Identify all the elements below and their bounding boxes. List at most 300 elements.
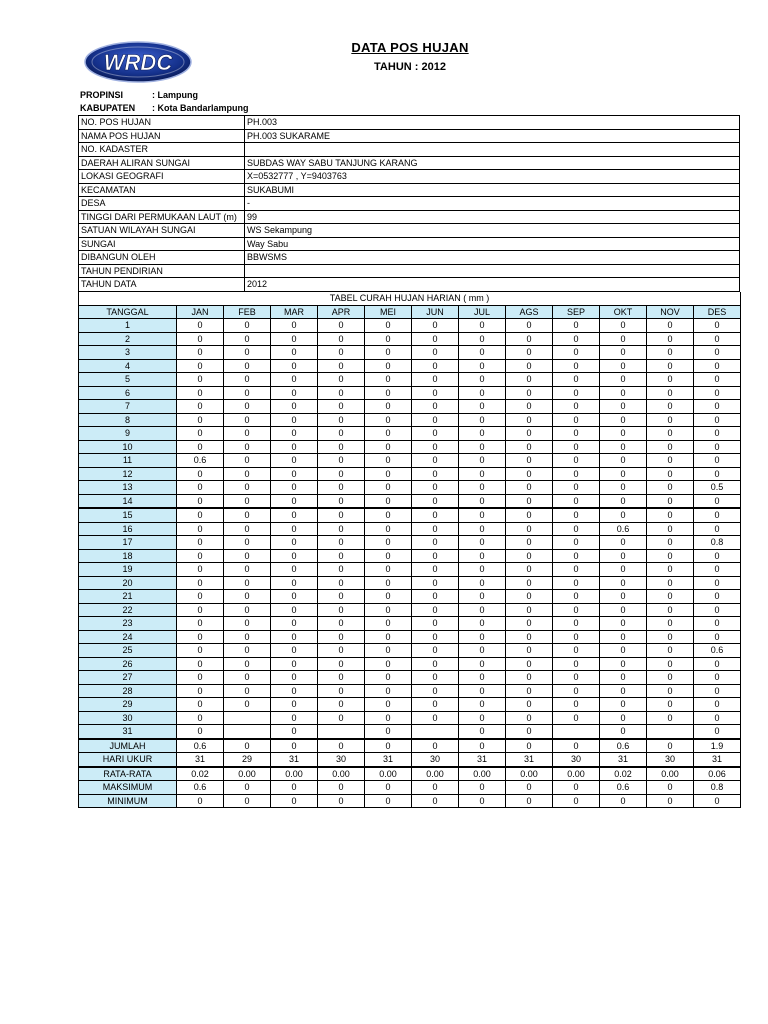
value-cell: 0	[647, 373, 694, 387]
column-header: TANGGAL	[79, 305, 177, 319]
value-cell: 0	[224, 781, 271, 795]
info-value: BBWSMS	[245, 251, 740, 265]
value-cell: 0	[412, 617, 459, 631]
value-cell: 0	[506, 576, 553, 590]
value-cell: 0	[647, 508, 694, 522]
info-label: SUNGAI	[79, 237, 245, 251]
value-cell: 0	[224, 739, 271, 753]
value-cell: 0	[318, 413, 365, 427]
value-cell: 0	[694, 630, 741, 644]
value-cell: 0	[647, 440, 694, 454]
value-cell: 0	[694, 603, 741, 617]
value-cell: 0.00	[647, 767, 694, 781]
value-cell: 0	[271, 671, 318, 685]
row-label-cell: 24	[79, 630, 177, 644]
value-cell: 0	[459, 671, 506, 685]
value-cell: 0.5	[694, 481, 741, 495]
value-cell: 0	[694, 413, 741, 427]
value-cell: 0.6	[600, 522, 647, 536]
value-cell: 0.8	[694, 536, 741, 550]
value-cell: 0	[694, 440, 741, 454]
row-label-cell: 7	[79, 400, 177, 414]
value-cell: 0	[600, 671, 647, 685]
value-cell: 0	[694, 427, 741, 441]
row-label-cell: 2	[79, 332, 177, 346]
value-cell: 0	[318, 400, 365, 414]
value-cell: 0	[459, 684, 506, 698]
day-row	[79, 617, 741, 631]
value-cell: 0	[365, 671, 412, 685]
value-cell: 0	[365, 454, 412, 468]
value-cell: 0	[459, 630, 506, 644]
value-cell: 0	[694, 332, 741, 346]
info-row	[79, 143, 740, 157]
value-cell: 0	[365, 346, 412, 360]
value-cell: 0.00	[506, 767, 553, 781]
value-cell	[318, 725, 365, 739]
value-cell	[647, 725, 694, 739]
value-cell: 0	[177, 603, 224, 617]
value-cell: 0	[224, 386, 271, 400]
value-cell: 0	[271, 563, 318, 577]
value-cell: 0	[647, 590, 694, 604]
day-row	[79, 590, 741, 604]
value-cell: 0	[224, 794, 271, 808]
value-cell: 0	[318, 427, 365, 441]
value-cell: 0	[694, 671, 741, 685]
value-cell: 0	[553, 794, 600, 808]
kabupaten-value: : Kota Bandarlampung	[152, 103, 249, 113]
value-cell: 0	[177, 400, 224, 414]
value-cell: 0	[600, 603, 647, 617]
value-cell: 30	[412, 753, 459, 767]
row-label-cell: 15	[79, 508, 177, 522]
value-cell: 0	[647, 549, 694, 563]
value-cell: 0	[318, 494, 365, 508]
info-label: SATUAN WILAYAH SUNGAI	[79, 224, 245, 238]
day-row	[79, 711, 741, 725]
value-cell: 0.6	[177, 739, 224, 753]
value-cell: 0	[506, 373, 553, 387]
value-cell: 0	[600, 440, 647, 454]
value-cell: 0	[318, 698, 365, 712]
value-cell: 0	[694, 549, 741, 563]
value-cell: 0	[271, 522, 318, 536]
value-cell: 0	[553, 359, 600, 373]
value-cell: 0.00	[412, 767, 459, 781]
value-cell: 0	[553, 644, 600, 658]
value-cell: 0	[271, 698, 318, 712]
value-cell: 0.6	[600, 781, 647, 795]
value-cell: 0	[412, 400, 459, 414]
day-row	[79, 454, 741, 468]
value-cell: 0	[459, 617, 506, 631]
row-label-cell: 12	[79, 467, 177, 481]
value-cell: 0	[553, 508, 600, 522]
value-cell: 0	[553, 657, 600, 671]
value-cell: 0	[365, 590, 412, 604]
value-cell: 0	[647, 454, 694, 468]
value-cell: 31	[506, 753, 553, 767]
value-cell: 0.00	[271, 767, 318, 781]
value-cell: 0	[694, 400, 741, 414]
value-cell: 0	[318, 617, 365, 631]
value-cell: 0	[177, 549, 224, 563]
day-row	[79, 725, 741, 739]
value-cell: 0	[694, 698, 741, 712]
value-cell: 0	[600, 536, 647, 550]
value-cell: 0	[224, 657, 271, 671]
value-cell: 0	[271, 400, 318, 414]
value-cell: 0	[177, 359, 224, 373]
info-value: Way Sabu	[245, 237, 740, 251]
value-cell: 0	[459, 794, 506, 808]
value-cell: 0	[694, 590, 741, 604]
row-label-cell: 10	[79, 440, 177, 454]
info-label: DESA	[79, 197, 245, 211]
day-row	[79, 603, 741, 617]
value-cell: 0	[694, 617, 741, 631]
day-row	[79, 413, 741, 427]
value-cell: 0.06	[694, 767, 741, 781]
value-cell: 0	[600, 617, 647, 631]
value-cell: 0	[224, 413, 271, 427]
value-cell: 0	[271, 590, 318, 604]
value-cell: 0	[600, 413, 647, 427]
info-row	[79, 170, 740, 184]
day-row	[79, 319, 741, 333]
propinsi-line	[80, 90, 198, 100]
info-row	[79, 183, 740, 197]
value-cell: 0	[553, 494, 600, 508]
value-cell: 0	[177, 630, 224, 644]
info-value: X=0532777 , Y=9403763	[245, 170, 740, 184]
value-cell: 0	[271, 386, 318, 400]
value-cell: 0	[647, 563, 694, 577]
day-row	[79, 386, 741, 400]
value-cell: 0	[459, 454, 506, 468]
column-header: JUL	[459, 305, 506, 319]
value-cell: 0	[506, 346, 553, 360]
value-cell: 0.6	[177, 454, 224, 468]
value-cell: 0	[459, 576, 506, 590]
value-cell: 0	[271, 739, 318, 753]
value-cell: 0	[600, 657, 647, 671]
value-cell: 0	[459, 711, 506, 725]
value-cell: 0	[553, 386, 600, 400]
value-cell: 0	[459, 549, 506, 563]
value-cell: 0	[600, 711, 647, 725]
info-row	[79, 278, 740, 292]
info-value: 2012	[245, 278, 740, 292]
row-label-cell: 30	[79, 711, 177, 725]
row-label-cell: 16	[79, 522, 177, 536]
value-cell: 0	[224, 346, 271, 360]
info-label: LOKASI GEOGRAFI	[79, 170, 245, 184]
value-cell: 0	[600, 359, 647, 373]
value-cell: 0	[224, 373, 271, 387]
value-cell: 0	[600, 467, 647, 481]
row-label-cell: 5	[79, 373, 177, 387]
value-cell: 0	[506, 332, 553, 346]
value-cell: 0	[365, 522, 412, 536]
value-cell: 0	[647, 359, 694, 373]
value-cell: 0	[318, 549, 365, 563]
value-cell: 0	[553, 630, 600, 644]
value-cell: 0	[506, 563, 553, 577]
row-label-cell: 18	[79, 549, 177, 563]
value-cell: 0	[647, 467, 694, 481]
value-cell: 0	[553, 319, 600, 333]
summary-row	[79, 739, 741, 753]
value-cell: 0	[506, 467, 553, 481]
value-cell: 0	[459, 427, 506, 441]
value-cell: 0	[318, 711, 365, 725]
value-cell: 0	[224, 319, 271, 333]
value-cell: 0	[459, 508, 506, 522]
row-label-cell: 20	[79, 576, 177, 590]
value-cell: 0	[459, 319, 506, 333]
value-cell: 0	[365, 617, 412, 631]
value-cell: 0	[271, 508, 318, 522]
value-cell: 0	[412, 413, 459, 427]
value-cell: 0	[177, 671, 224, 685]
value-cell: 0	[459, 698, 506, 712]
day-row	[79, 698, 741, 712]
value-cell: 0	[365, 494, 412, 508]
value-cell: 0	[224, 400, 271, 414]
value-cell: 0	[271, 617, 318, 631]
column-header: OKT	[600, 305, 647, 319]
value-cell: 0	[506, 386, 553, 400]
value-cell: 0	[459, 400, 506, 414]
value-cell: 0	[694, 522, 741, 536]
value-cell: 0	[224, 494, 271, 508]
value-cell: 0	[506, 684, 553, 698]
value-cell: 0	[365, 630, 412, 644]
value-cell: 0	[459, 603, 506, 617]
value-cell: 0	[647, 332, 694, 346]
value-cell: 0	[506, 630, 553, 644]
day-row	[79, 563, 741, 577]
value-cell: 0	[412, 536, 459, 550]
value-cell: 0	[365, 413, 412, 427]
value-cell: 0	[412, 739, 459, 753]
value-cell: 0	[412, 346, 459, 360]
station-info-table	[78, 115, 740, 292]
value-cell: 0	[177, 494, 224, 508]
value-cell: 0	[224, 427, 271, 441]
kabupaten-line	[80, 103, 249, 113]
value-cell: 0	[177, 508, 224, 522]
value-cell: 0	[318, 576, 365, 590]
value-cell: 0	[271, 644, 318, 658]
value-cell: 0	[412, 332, 459, 346]
value-cell: 0	[553, 481, 600, 495]
row-label-cell: 9	[79, 427, 177, 441]
value-cell: 0	[365, 603, 412, 617]
rainfall-table-caption: TABEL CURAH HUJAN HARIAN ( mm )	[79, 292, 741, 305]
value-cell: 0	[553, 781, 600, 795]
day-row	[79, 332, 741, 346]
value-cell: 0	[365, 794, 412, 808]
value-cell: 0	[271, 536, 318, 550]
value-cell: 0	[647, 536, 694, 550]
value-cell: 0	[553, 603, 600, 617]
value-cell: 0	[506, 644, 553, 658]
value-cell: 0	[318, 563, 365, 577]
row-label-cell: 6	[79, 386, 177, 400]
value-cell: 0	[177, 440, 224, 454]
value-cell: 31	[177, 753, 224, 767]
value-cell: 0	[224, 332, 271, 346]
value-cell: 0	[647, 739, 694, 753]
value-cell: 0	[224, 536, 271, 550]
value-cell: 0	[318, 359, 365, 373]
value-cell	[224, 711, 271, 725]
value-cell: 0	[177, 563, 224, 577]
value-cell: 0	[365, 508, 412, 522]
info-row	[79, 264, 740, 278]
value-cell: 0	[600, 332, 647, 346]
value-cell: 0	[318, 781, 365, 795]
info-value: 99	[245, 210, 740, 224]
value-cell: 0	[177, 698, 224, 712]
value-cell: 0.6	[694, 644, 741, 658]
value-cell: 0	[271, 373, 318, 387]
value-cell: 0	[600, 508, 647, 522]
value-cell: 0	[224, 644, 271, 658]
kabupaten-label: KABUPATEN	[80, 103, 136, 113]
value-cell: 0	[600, 698, 647, 712]
value-cell: 0	[412, 563, 459, 577]
row-label-cell: 11	[79, 454, 177, 468]
value-cell: 0	[506, 739, 553, 753]
value-cell: 0	[600, 319, 647, 333]
value-cell: 0	[600, 427, 647, 441]
value-cell: 0	[506, 657, 553, 671]
summary-row	[79, 767, 741, 781]
value-cell: 0	[412, 494, 459, 508]
value-cell: 0	[412, 781, 459, 795]
value-cell: 0	[459, 386, 506, 400]
value-cell: 0	[224, 590, 271, 604]
page-subtitle: TAHUN : 2012	[374, 61, 446, 73]
value-cell: 31	[600, 753, 647, 767]
value-cell: 0	[459, 781, 506, 795]
value-cell: 0	[365, 319, 412, 333]
value-cell: 0	[553, 413, 600, 427]
value-cell: 0	[318, 657, 365, 671]
info-label: NO. POS HUJAN	[79, 116, 245, 130]
row-label-cell: 23	[79, 617, 177, 631]
value-cell: 0	[647, 684, 694, 698]
value-cell: 0	[365, 481, 412, 495]
value-cell: 0	[694, 386, 741, 400]
row-label-cell: MINIMUM	[79, 794, 177, 808]
value-cell: 0	[412, 440, 459, 454]
value-cell: 0	[600, 386, 647, 400]
value-cell: 29	[224, 753, 271, 767]
value-cell: 0	[506, 549, 553, 563]
value-cell: 0	[647, 794, 694, 808]
info-value: PH.003	[245, 116, 740, 130]
title-block	[300, 40, 520, 73]
day-row	[79, 522, 741, 536]
day-row	[79, 467, 741, 481]
column-header: MEI	[365, 305, 412, 319]
value-cell: 0	[694, 684, 741, 698]
info-label: TAHUN DATA	[79, 278, 245, 292]
value-cell: 0	[271, 332, 318, 346]
value-cell: 0	[600, 346, 647, 360]
value-cell: 0	[271, 576, 318, 590]
value-cell: 0	[365, 359, 412, 373]
value-cell: 0	[412, 522, 459, 536]
day-row	[79, 508, 741, 522]
value-cell: 0	[459, 359, 506, 373]
row-label-cell: 13	[79, 481, 177, 495]
day-row	[79, 494, 741, 508]
row-label-cell: 1	[79, 319, 177, 333]
value-cell: 0.6	[600, 739, 647, 753]
value-cell: 0	[365, 440, 412, 454]
column-header: JAN	[177, 305, 224, 319]
column-header: APR	[318, 305, 365, 319]
value-cell: 31	[459, 753, 506, 767]
value-cell: 0	[647, 657, 694, 671]
value-cell: 0	[412, 644, 459, 658]
row-label-cell: MAKSIMUM	[79, 781, 177, 795]
value-cell: 0	[271, 494, 318, 508]
info-row	[79, 156, 740, 170]
value-cell: 0	[459, 657, 506, 671]
value-cell: 0	[459, 467, 506, 481]
rainfall-table	[78, 292, 741, 808]
value-cell: 0	[506, 508, 553, 522]
info-value: PH.003 SUKARAME	[245, 129, 740, 143]
value-cell: 0	[365, 563, 412, 577]
value-cell: 0	[318, 454, 365, 468]
value-cell: 0.00	[459, 767, 506, 781]
value-cell: 0	[365, 427, 412, 441]
day-row	[79, 481, 741, 495]
value-cell: 0	[224, 481, 271, 495]
value-cell: 0	[224, 359, 271, 373]
value-cell: 0.00	[224, 767, 271, 781]
value-cell: 0.00	[318, 767, 365, 781]
value-cell: 0	[318, 481, 365, 495]
value-cell: 0	[318, 508, 365, 522]
column-header: SEP	[553, 305, 600, 319]
value-cell: 0	[647, 319, 694, 333]
value-cell: 0	[271, 413, 318, 427]
day-row	[79, 400, 741, 414]
info-label: NO. KADASTER	[79, 143, 245, 157]
value-cell: 0	[365, 373, 412, 387]
value-cell: 0	[365, 739, 412, 753]
row-label-cell: 26	[79, 657, 177, 671]
value-cell: 0	[412, 657, 459, 671]
info-row	[79, 197, 740, 211]
value-cell: 0	[271, 454, 318, 468]
value-cell	[412, 725, 459, 739]
info-label: KECAMATAN	[79, 183, 245, 197]
row-label-cell: 29	[79, 698, 177, 712]
value-cell: 0.02	[177, 767, 224, 781]
value-cell: 0	[600, 630, 647, 644]
value-cell: 0	[224, 549, 271, 563]
